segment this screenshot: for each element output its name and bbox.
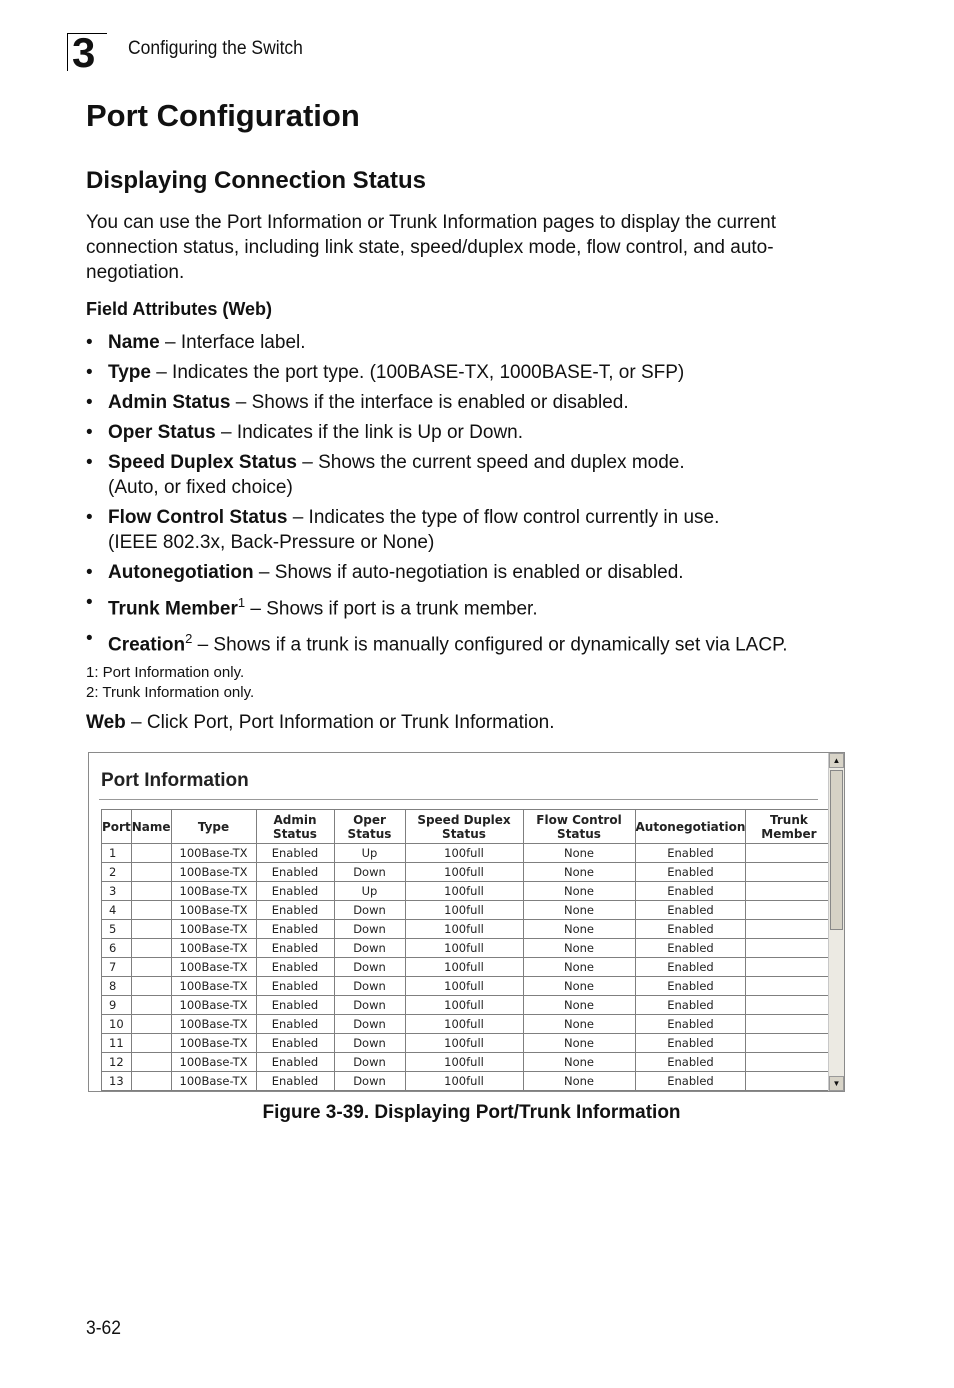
web-desc: – Click Port, Port Information or Trunk Information. bbox=[125, 712, 555, 733]
field-term: Flow Control Status bbox=[108, 507, 288, 528]
chapter-title: Configuring the Switch bbox=[128, 38, 303, 59]
table-cell: None bbox=[523, 1053, 635, 1072]
field-item bbox=[86, 420, 876, 445]
table-row bbox=[102, 939, 832, 958]
field-desc: – Indicates if the link is Up or Down. bbox=[215, 422, 524, 443]
table-cell bbox=[746, 901, 832, 920]
table-cell: Down bbox=[334, 939, 405, 958]
column-header: Name bbox=[131, 810, 171, 844]
table-cell: 100Base-TX bbox=[171, 977, 256, 996]
vertical-scrollbar[interactable] bbox=[828, 753, 844, 1091]
table-cell: Enabled bbox=[635, 844, 746, 863]
figure-caption-text: Figure 3-39. Displaying Port/Trunk Information bbox=[262, 1102, 681, 1123]
web-term: Web bbox=[86, 712, 126, 733]
table-cell: 11 bbox=[102, 1034, 132, 1053]
column-header: Admin Status bbox=[256, 810, 334, 844]
table-cell: Enabled bbox=[635, 996, 746, 1015]
field-term: Admin Status bbox=[108, 392, 231, 413]
table-row bbox=[102, 1072, 832, 1091]
field-item bbox=[86, 560, 876, 585]
table-cell bbox=[746, 920, 832, 939]
table-cell: Enabled bbox=[256, 977, 334, 996]
footnotes bbox=[86, 663, 254, 703]
scroll-up-icon[interactable]: ▲ bbox=[829, 753, 844, 768]
column-header: Trunk Member bbox=[746, 810, 832, 844]
table-cell: Enabled bbox=[256, 958, 334, 977]
table-row bbox=[102, 996, 832, 1015]
field-desc-cont: (Auto, or fixed choice) bbox=[108, 477, 293, 498]
table-cell bbox=[746, 1034, 832, 1053]
table-cell: 100Base-TX bbox=[171, 863, 256, 882]
table-cell: 100full bbox=[405, 901, 523, 920]
table-cell: 100Base-TX bbox=[171, 844, 256, 863]
table-cell: 100Base-TX bbox=[171, 1015, 256, 1034]
table-cell bbox=[746, 1015, 832, 1034]
table-cell: 100Base-TX bbox=[171, 939, 256, 958]
table-cell bbox=[131, 901, 171, 920]
table-cell: None bbox=[523, 844, 635, 863]
table-cell: Enabled bbox=[256, 1034, 334, 1053]
table-cell: None bbox=[523, 901, 635, 920]
table-cell: Up bbox=[334, 882, 405, 901]
table-cell bbox=[746, 1072, 832, 1091]
table-row bbox=[102, 901, 832, 920]
table-cell: 13 bbox=[102, 1072, 132, 1091]
table-cell: Enabled bbox=[635, 958, 746, 977]
table-cell bbox=[131, 996, 171, 1015]
table-cell bbox=[746, 996, 832, 1015]
table-cell: None bbox=[523, 939, 635, 958]
figure-caption bbox=[0, 1102, 954, 1124]
section-title: Displaying Connection Status bbox=[86, 167, 427, 194]
table-cell bbox=[746, 844, 832, 863]
column-header: Port bbox=[102, 810, 132, 844]
table-cell: 100full bbox=[405, 920, 523, 939]
table-cell: 3 bbox=[102, 882, 132, 901]
table-cell: 100Base-TX bbox=[171, 1072, 256, 1091]
field-term: Trunk Member bbox=[108, 598, 238, 620]
field-term: Autonegotiation bbox=[108, 562, 254, 583]
table-cell: 100full bbox=[405, 1015, 523, 1034]
table-cell: 100full bbox=[405, 1053, 523, 1072]
table-cell bbox=[746, 882, 832, 901]
table-cell: None bbox=[523, 958, 635, 977]
table-cell: Down bbox=[334, 1072, 405, 1091]
table-cell: Enabled bbox=[256, 901, 334, 920]
chapter-number: 3 bbox=[67, 33, 107, 71]
table-cell bbox=[131, 1072, 171, 1091]
table-cell: Enabled bbox=[635, 1072, 746, 1091]
table-cell: None bbox=[523, 1072, 635, 1091]
table-cell bbox=[131, 920, 171, 939]
field-desc: – Shows if a trunk is manually configured or dynamically set via LACP. bbox=[192, 634, 788, 656]
table-cell: 8 bbox=[102, 977, 132, 996]
table-cell: 100Base-TX bbox=[171, 996, 256, 1015]
table-cell: Enabled bbox=[256, 1015, 334, 1034]
footnote-ref: 2 bbox=[185, 631, 193, 647]
table-cell bbox=[131, 1053, 171, 1072]
table-cell: Down bbox=[334, 958, 405, 977]
table-cell: Down bbox=[334, 863, 405, 882]
table-cell: 100Base-TX bbox=[171, 882, 256, 901]
table-cell: Enabled bbox=[256, 863, 334, 882]
table-cell: 100Base-TX bbox=[171, 958, 256, 977]
table-cell: Enabled bbox=[256, 844, 334, 863]
port-information-screenshot bbox=[88, 752, 845, 1092]
table-row bbox=[102, 844, 832, 863]
table-cell bbox=[131, 958, 171, 977]
page-title: Port Configuration bbox=[86, 98, 360, 133]
table-cell: Enabled bbox=[256, 939, 334, 958]
table-cell: 4 bbox=[102, 901, 132, 920]
table-cell bbox=[746, 939, 832, 958]
table-cell: Enabled bbox=[635, 1015, 746, 1034]
table-cell: 100Base-TX bbox=[171, 1034, 256, 1053]
screenshot-divider bbox=[99, 799, 818, 800]
field-item bbox=[86, 626, 876, 657]
column-header: Autonegotiation bbox=[635, 810, 746, 844]
column-header: Flow Control Status bbox=[523, 810, 635, 844]
field-item bbox=[86, 360, 876, 385]
table-cell bbox=[746, 1053, 832, 1072]
table-cell: 12 bbox=[102, 1053, 132, 1072]
table-row bbox=[102, 977, 832, 996]
field-item bbox=[86, 450, 876, 500]
field-term: Type bbox=[108, 362, 151, 383]
table-cell: Down bbox=[334, 1015, 405, 1034]
table-cell: None bbox=[523, 977, 635, 996]
field-desc: – Shows if the interface is enabled or disabled. bbox=[230, 392, 629, 413]
table-cell: Down bbox=[334, 977, 405, 996]
table-cell bbox=[131, 844, 171, 863]
table-cell: Up bbox=[334, 844, 405, 863]
page-number: 3-62 bbox=[86, 1318, 121, 1339]
table-cell: 7 bbox=[102, 958, 132, 977]
table-cell: None bbox=[523, 1034, 635, 1053]
table-cell bbox=[131, 1034, 171, 1053]
field-item bbox=[86, 590, 876, 621]
footnote-1: 1: Port Information only. bbox=[86, 664, 245, 681]
table-row bbox=[102, 863, 832, 882]
field-list bbox=[86, 330, 876, 663]
field-attributes-heading: Field Attributes (Web) bbox=[86, 299, 272, 319]
table-cell: None bbox=[523, 996, 635, 1015]
table-cell: 100full bbox=[405, 882, 523, 901]
field-desc: – Shows if auto-negotiation is enabled or disabled. bbox=[253, 562, 684, 583]
screenshot-title: Port Information bbox=[101, 770, 249, 791]
column-header: Speed Duplex Status bbox=[405, 810, 523, 844]
table-cell: Down bbox=[334, 901, 405, 920]
table-cell: Enabled bbox=[256, 1053, 334, 1072]
field-term: Name bbox=[108, 332, 160, 353]
table-cell: Enabled bbox=[635, 863, 746, 882]
table-row bbox=[102, 958, 832, 977]
footnote-ref: 1 bbox=[237, 595, 246, 610]
table-cell: Enabled bbox=[256, 920, 334, 939]
table-cell: 2 bbox=[102, 863, 132, 882]
table-cell: 100full bbox=[405, 996, 523, 1015]
field-item bbox=[86, 505, 876, 555]
field-desc-cont: (IEEE 802.3x, Back-Pressure or None) bbox=[108, 532, 435, 553]
table-cell bbox=[131, 977, 171, 996]
field-term: Creation bbox=[108, 634, 186, 656]
intro-paragraph: You can use the Port Information or Trunk Information pages to display the current connection status, including link state, speed/duplex mode, flow control, and auto-negotiation. bbox=[86, 212, 777, 283]
table-cell: 100full bbox=[405, 844, 523, 863]
table-cell: None bbox=[523, 863, 635, 882]
table-cell: 100Base-TX bbox=[171, 1053, 256, 1072]
table-row bbox=[102, 882, 832, 901]
table-cell bbox=[746, 958, 832, 977]
web-instruction bbox=[86, 712, 554, 734]
table-cell: Enabled bbox=[635, 939, 746, 958]
table-cell: 100full bbox=[405, 863, 523, 882]
table-cell: None bbox=[523, 920, 635, 939]
table-cell: Down bbox=[334, 1053, 405, 1072]
table-cell bbox=[746, 863, 832, 882]
scroll-down-icon[interactable]: ▼ bbox=[829, 1076, 844, 1091]
table-cell: 100full bbox=[405, 1034, 523, 1053]
table-cell: Enabled bbox=[635, 1034, 746, 1053]
table-cell: 100Base-TX bbox=[171, 901, 256, 920]
table-cell: Enabled bbox=[635, 920, 746, 939]
table-cell: 100full bbox=[405, 939, 523, 958]
field-desc: – Indicates the port type. (100BASE-TX, 1000BASE-T, or SFP) bbox=[150, 362, 685, 383]
table-cell: 100full bbox=[405, 977, 523, 996]
field-term: Oper Status bbox=[108, 422, 216, 443]
table-cell: 5 bbox=[102, 920, 132, 939]
field-desc: – Indicates the type of flow control currently in use. bbox=[287, 507, 720, 528]
table-cell: Enabled bbox=[635, 1053, 746, 1072]
table-cell bbox=[131, 939, 171, 958]
table-row bbox=[102, 1015, 832, 1034]
field-term: Speed Duplex Status bbox=[108, 452, 297, 473]
table-cell bbox=[131, 1015, 171, 1034]
table-cell: Enabled bbox=[635, 882, 746, 901]
table-cell: 1 bbox=[102, 844, 132, 863]
column-header: Type bbox=[171, 810, 256, 844]
table-cell: None bbox=[523, 882, 635, 901]
footnote-2: 2: Trunk Information only. bbox=[86, 684, 255, 701]
table-cell: Enabled bbox=[256, 882, 334, 901]
table-cell: Enabled bbox=[256, 1072, 334, 1091]
table-cell: Enabled bbox=[635, 901, 746, 920]
table-row bbox=[102, 1034, 832, 1053]
scroll-thumb[interactable] bbox=[830, 770, 843, 930]
table-cell: 100Base-TX bbox=[171, 920, 256, 939]
field-item bbox=[86, 390, 876, 415]
field-desc: – Interface label. bbox=[159, 332, 306, 353]
table-row bbox=[102, 920, 832, 939]
table-cell: Down bbox=[334, 1034, 405, 1053]
table-cell bbox=[131, 863, 171, 882]
table-cell: Down bbox=[334, 920, 405, 939]
column-header: Oper Status bbox=[334, 810, 405, 844]
table-row bbox=[102, 1053, 832, 1072]
table-cell: 100full bbox=[405, 1072, 523, 1091]
table-cell: 6 bbox=[102, 939, 132, 958]
field-item bbox=[86, 330, 876, 355]
table-cell: Down bbox=[334, 996, 405, 1015]
field-desc: – Shows if port is a trunk member. bbox=[245, 598, 538, 620]
table-cell bbox=[131, 882, 171, 901]
table-cell: Enabled bbox=[256, 996, 334, 1015]
table-cell: None bbox=[523, 1015, 635, 1034]
port-information-table bbox=[101, 809, 832, 1091]
table-cell: 9 bbox=[102, 996, 132, 1015]
table-cell bbox=[746, 977, 832, 996]
table-header-row bbox=[102, 810, 832, 844]
table-cell: Enabled bbox=[635, 977, 746, 996]
table-cell: 100full bbox=[405, 958, 523, 977]
table-cell: 10 bbox=[102, 1015, 132, 1034]
field-desc: – Shows the current speed and duplex mode. bbox=[297, 452, 685, 473]
